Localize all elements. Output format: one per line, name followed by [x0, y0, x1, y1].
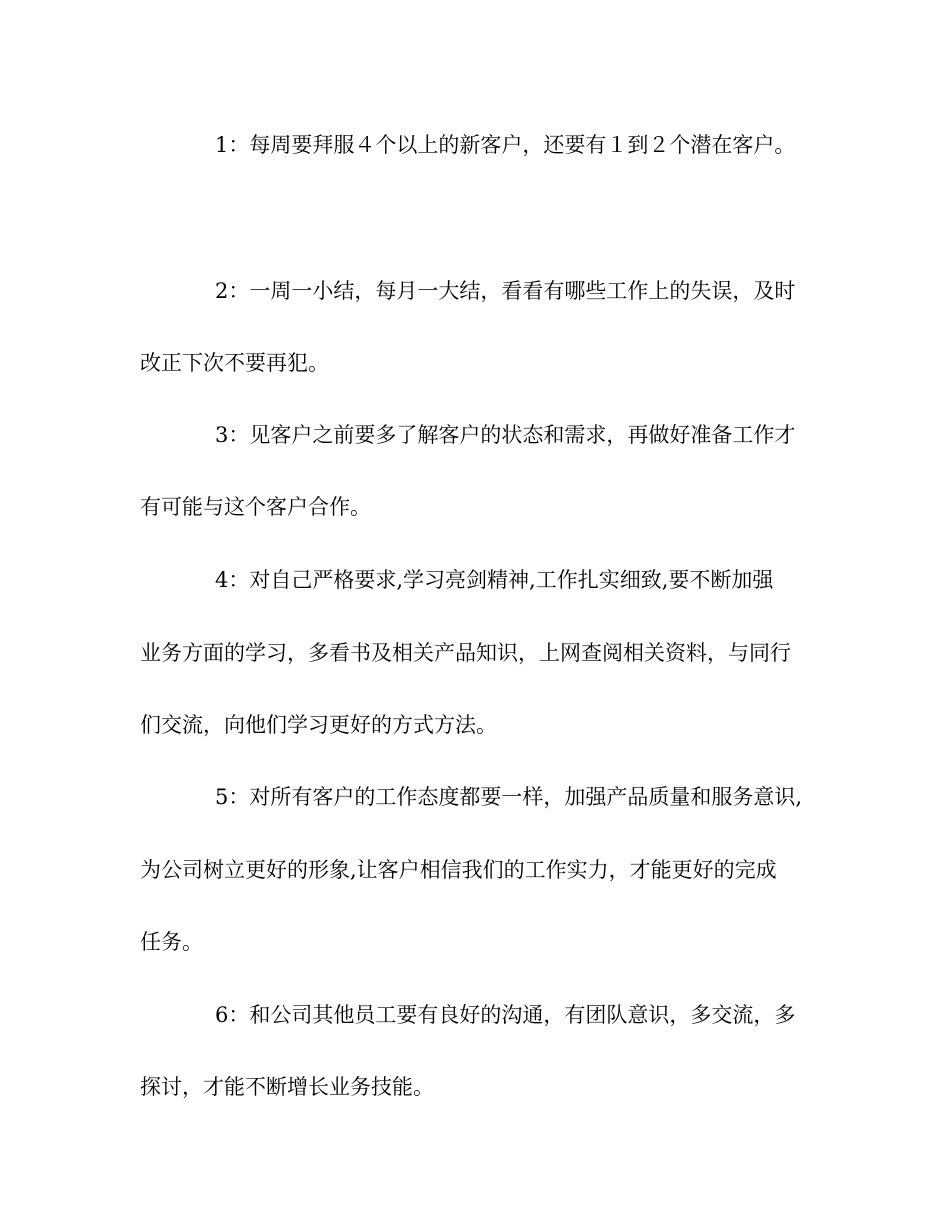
item-4-line-1: 4：对自己严格要求,学习亮剑精神,工作扎实细致,要不断加强: [215, 568, 774, 592]
item-6-line-2: 探讨，才能不断增长业务技能。: [140, 1075, 434, 1099]
item-5-line-2: 为公司树立更好的形象,让客户相信我们的工作实力，才能更好的完成: [140, 858, 777, 882]
item-5-line-1: 5：对所有客户的工作态度都要一样，加强产品质量和服务意识,: [215, 785, 803, 809]
item-5-line-3: 任务。: [140, 930, 203, 954]
item-6-line-1: 6：和公司其他员工要有良好的沟通，有团队意识，多交流，多: [215, 1003, 796, 1027]
item-1-line-1: 1：每周要拜服４个以上的新客户，还要有１到２个潜在客户。: [215, 133, 796, 157]
item-4-line-3: 们交流，向他们学习更好的方式方法。: [140, 713, 497, 737]
item-2-line-1: 2：一周一小结，每月一大结，看看有哪些工作上的失误，及时: [215, 279, 796, 303]
item-3-line-1: 3：见客户之前要多了解客户的状态和需求，再做好准备工作才: [215, 423, 796, 447]
item-2-line-2: 改正下次不要再犯。: [140, 351, 329, 375]
item-3-line-2: 有可能与这个客户合作。: [140, 495, 371, 519]
item-4-line-2: 业务方面的学习，多看书及相关产品知识，上网查阅相关资料，与同行: [140, 641, 791, 665]
